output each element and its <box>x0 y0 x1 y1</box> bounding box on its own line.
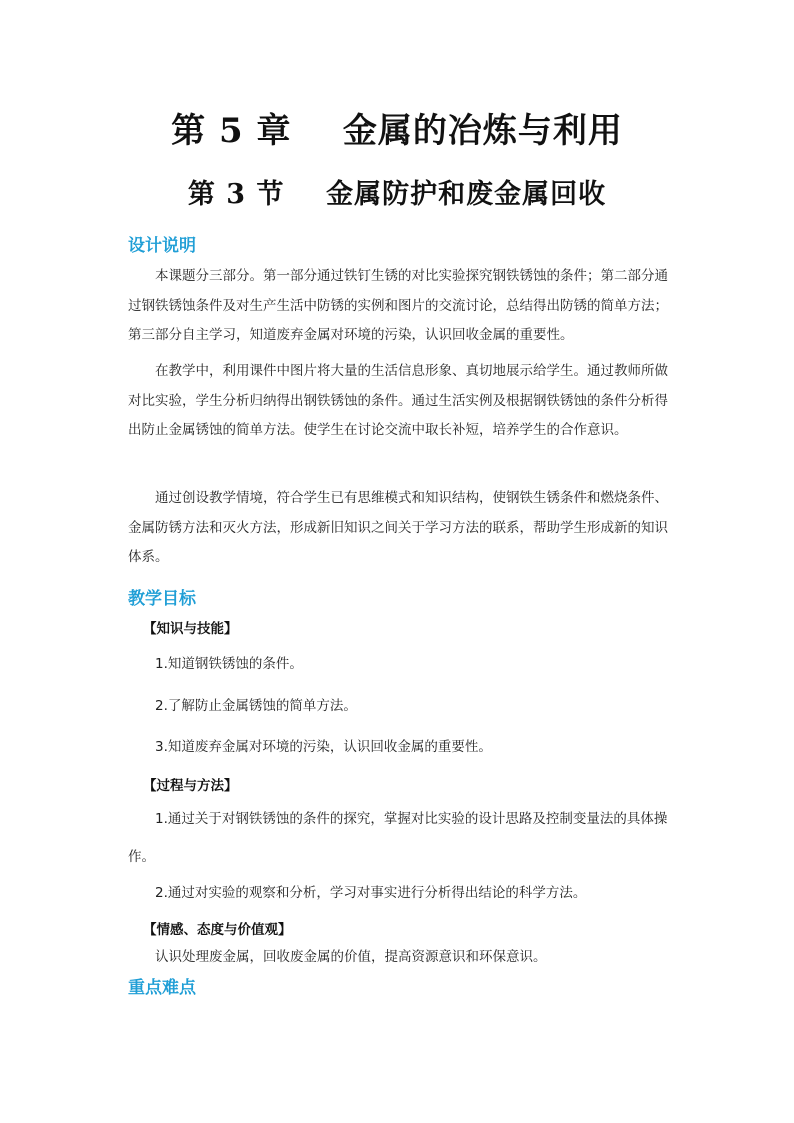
objectives-heading: 教学目标 <box>128 589 196 609</box>
objective-item: 1.知道钢铁锈蚀的条件。 <box>155 656 303 672</box>
attitude-values-label: 【情感、态度与价值观】 <box>143 922 292 938</box>
knowledge-skills-label: 【知识与技能】 <box>143 621 238 637</box>
process-methods-label: 【过程与方法】 <box>143 778 238 794</box>
design-notes-heading: 设计说明 <box>128 236 196 256</box>
objective-item: 1.通过关于对钢铁锈蚀的条件的探究，掌握对比实验的设计思路及控制变量法的具体操作。 <box>128 811 668 865</box>
objective-item: 2.了解防止金属锈蚀的简单方法。 <box>155 698 357 714</box>
objective-item: 2.通过对实验的观察和分析，学习对事实进行分析得出结论的科学方法。 <box>155 885 587 901</box>
chapter-title: 第 5 章 金属的冶炼与利用 <box>171 111 623 151</box>
design-notes-paragraph: 通过创设教学情境，符合学生已有思维模式和知识结构，使钢铁生锈条件和燃烧条件、金属防锈方法和灭火方法，形成新旧知识之间关于学习方法的联系，帮助学生形成新的知识体系。 <box>128 490 668 565</box>
design-notes-paragraph: 在教学中，利用课件中图片将大量的生活信息形象、真切地展示给学生。通过教师所做对比实验，学生分析归纳得出钢铁锈蚀的条件。通过生活实例及根据钢铁锈蚀的条件分析得出防止金属锈蚀的简单方法。使学生在讨论交流中取长补短，培养学生的合作意识。 <box>128 363 668 438</box>
section-title: 第 3 节 金属防护和废金属回收 <box>187 179 607 210</box>
attitude-values-text: 认识处理废金属，回收废金属的价值，提高资源意识和环保意识。 <box>155 949 547 965</box>
objective-item: 3.知道废弃金属对环境的污染，认识回收金属的重要性。 <box>155 739 492 755</box>
key-points-heading: 重点难点 <box>128 978 196 998</box>
design-notes-paragraph: 本课题分三部分。第一部分通过铁钉生锈的对比实验探究钢铁锈蚀的条件；第二部分通过钢铁锈蚀条件及对生产生活中防锈的实例和图片的交流讨论，总结得出防锈的简单方法；第三部分自主学习，知道废弃金属对环境的污染，认识回收金属的重要性。 <box>128 268 668 343</box>
